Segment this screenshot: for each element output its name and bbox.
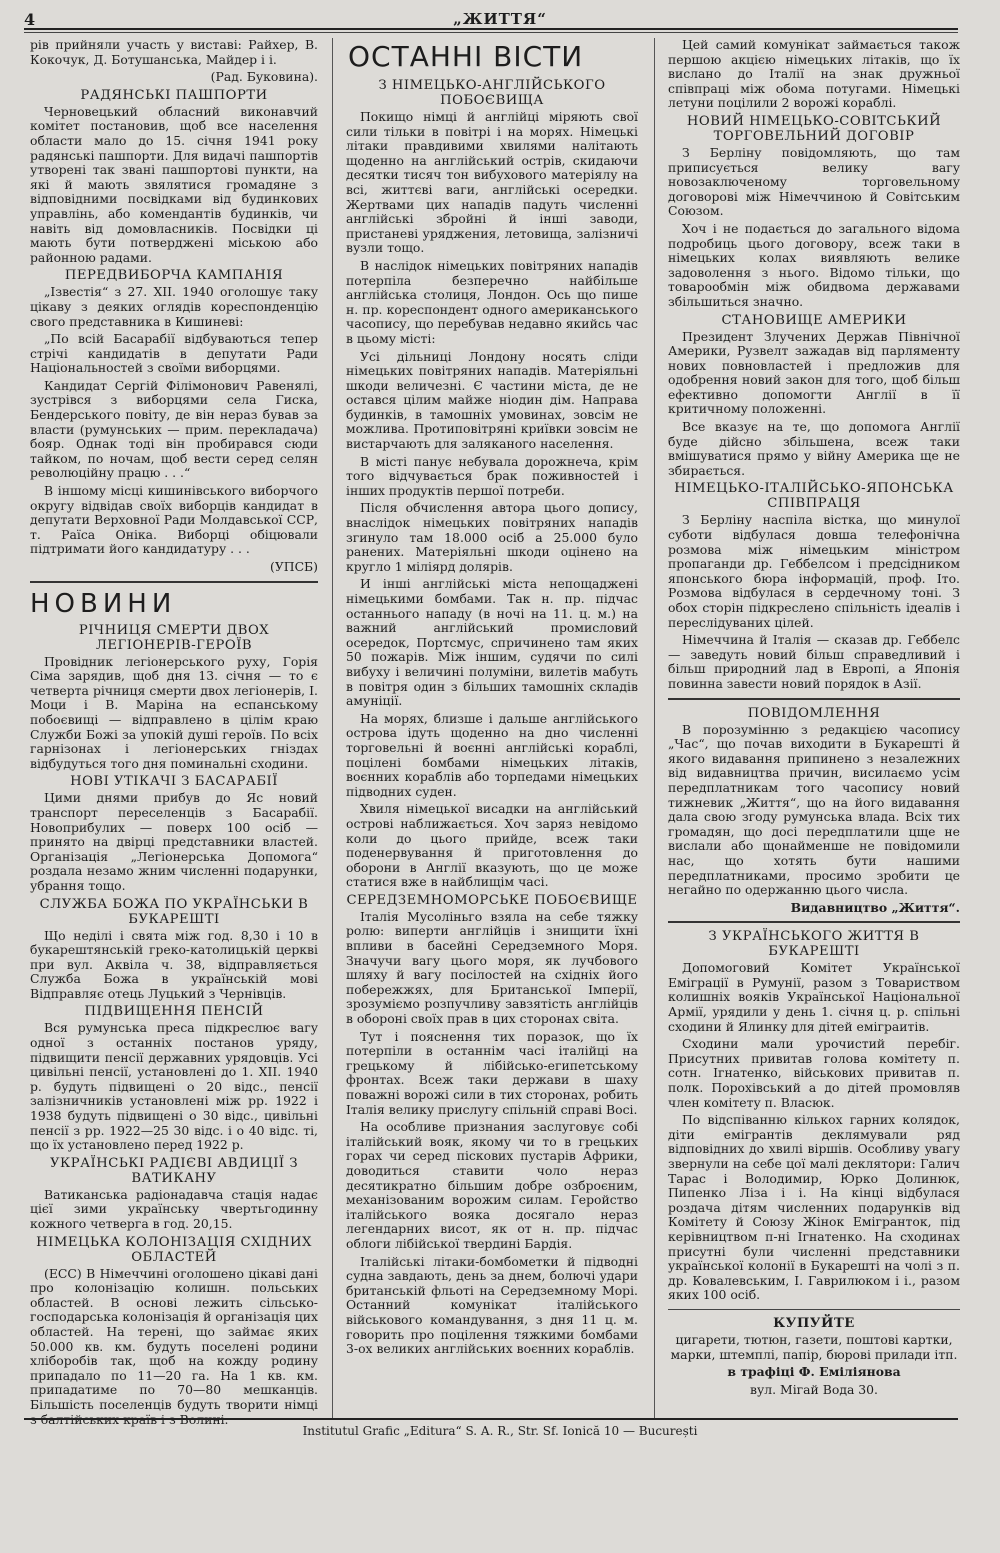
paragraph: Кандидат Сергій Філімонович Равенялі, зустрівся з виборцями села Гиска, Бендерського повіту, де він нераз бував за власти (румунських — прим. перекладача) бояр. Однак тоді він пробирався сюди тайком, по ночам, щоб вести серед селян революційну працю . . .“ xyxy=(30,377,318,481)
paragraph: Що неділі і свята між год. 8,30 і 10 в букарештянській греко-католицькій церкві при вул. Аквіла ч. 38, відправляється Служба Божа в українській мові Відправляє отець Луцький з Чернівців. xyxy=(30,927,318,1001)
paragraph: Після обчислення автора цього допису, внаслідок німецьких повітряних нападів згинуло там 18.000 осіб а 25.000 було ранених. Матеріяльні шкоди оцінено на кругло 1 міліярд долярів. xyxy=(346,500,638,574)
ad-shop: в трафіці Ф. Еміліянова xyxy=(727,1364,901,1380)
paragraph: Хоч і не подається до загального відома подробиць цього договору, всеж таки в німецьких колах виявляють велике задоволення з нього. Відомо тільки, що товарообмін між обидвома державами збільшиться значно. xyxy=(668,220,960,309)
column-divider xyxy=(332,38,333,1418)
section-rule xyxy=(30,581,318,583)
column-1 xyxy=(30,37,318,1427)
column-3 xyxy=(668,38,960,1416)
paragraph: Провідник легіонерського руху, Горія Сіма зарядив, щоб дня 13. січня — то є четверта річниця смерти двох легіонерів, І. Моци і В. Маріна на еспанському побоєвищі — відправлено в цілім краю Служби Божі за упокій душі героїв. По всіх гарнізонах і легіонерських гніздах відбудуться того дня поминальні сходини. xyxy=(30,653,318,771)
headline-refugees: НОВІ УТІКАЧІ З БАСАРАБІЇ xyxy=(70,774,278,790)
newspaper-title: „ЖИТТЯ“ xyxy=(453,10,547,28)
headline-america: СТАНОВИЩЕ АМЕРИКИ xyxy=(721,312,907,328)
ad-line: цигарети, тютюн, газети, поштові картки, марки, штемплі, папір, бюрові прилади ітп. xyxy=(670,1331,958,1362)
headline-anniversary: РІЧНИЦЯ СМЕРТИ ДВОХ ЛЕГІОНЕРІВ-ГЕРОЇВ xyxy=(78,622,270,653)
paragraph: И інші англійські міста непощаджені німецькими бомбами. Так н. пр. підчас останнього нападу (в ночі на 11. ц. м.) на важний англійський промисловий осередок, Портсмус, спричинено там яких 50 пожарів. Між іншим, судячи по силі вибуху і величині полуміни, вилетів мабуть в повітря один з більших тамошніх складів амуніції. xyxy=(346,576,638,709)
paragraph: (ЕСС) В Німеччині оголошено цікаві дані про колонізацію колишн. польських областей. В основі лежить сільсько-господарська колонізація й організація цих областей. На терені, що займає яких 50.000 кв. км. будуть поселені родини хліборобів так, щоб на кожду родину припадало по 11—20 га. На 1 кв. км. припадатиме по 70—80 мешканців. Більшість поселенців будуть творити німці з балтійських країв і з Волині. xyxy=(30,1265,318,1427)
paragraph: В порозумінню з редакцією часопису „Час“, що почав виходити в Букарешті й якого видавання припинено з незалежних від видавництва причин, висилаємо усім передплатникам того часопису новий тижневик „Життя“, що на його видавання дала свою згоду румунська влада. Всіх тих громадян, що досі передплатили цще не вислали або щонайменше не повідомили нас, що хотять бути нашими передплатниками, просимо зробити це негайно по одержанню цього числа. xyxy=(668,721,960,898)
paragraph: Все вказує на те, що допомога Англії буде дійсно збільшена, всеж таки вмішуватися прямо у війну Америка ще не збирається. xyxy=(668,419,960,478)
headline-ukrainian-life: З УКРАЇНСЬКОГО ЖИТТЯ В БУКАРЕШТІ xyxy=(708,929,920,960)
section-rule xyxy=(668,1309,960,1310)
printer-imprint: Institutul Grafic „Editura“ S. A. R., Str. Sf. Ionică 10 — București xyxy=(302,1424,698,1438)
section-rule xyxy=(668,698,960,700)
article-source: (УПСБ) xyxy=(269,559,318,574)
headline-colonization: НІМЕЦЬКА КОЛОНІЗАЦІЯ СХІДНИХ ОБЛАСТЕЙ xyxy=(36,1234,312,1265)
paragraph: В наслідок німецьких повітряних нападів потерпіла безперечно найбільше англійська столиця, Лондон. Ось що пише н. пр. кореспондент одного американського часопису, що перебував недавно якийсь час в цьому місті: xyxy=(346,257,638,346)
ad-address: вул. Мігай Вода 30. xyxy=(750,1381,878,1397)
headline-mediterranean: СЕРЕДЗЕМНОМОРСЬКЕ ПОБОЄВИЩЕ xyxy=(346,892,638,908)
paragraph: „Ізвестія“ з 27. XII. 1940 оголошує таку цікаву з деяких оглядів кореспонденцію свого представника в Кишиневі: xyxy=(30,284,318,329)
paragraph: З Берліну наспіла вістка, що минулої суботи відбулася довша телефонічна розмова між німецьким міністром пропаганди др. Геббелсом і предсідником японського бюра інформацій, проф. Іто. Розмова відбулася в сердечному тоні. З обох сторін підкреслено спільність ідеалів і переслідуваних цілей. xyxy=(668,512,960,630)
paragraph: По відспіванню кількох гарних колядок, діти емігрантів деклямували ряд відповідних до хвилі віршів. Особливу увагу звернули на себе цої малі деклятори: Галич Тарас і Володимир, Юрко Долинюк, Пипенко Ліза і і. На кінці відбулася роздача дітям численних подарунків від Комітету й Союзу Жінок Емігранток, під керівництвом п-ні Ігнатенко. На сходинах присутні були численні представники української колонії в Букарешті на чолі з п. др. Ковалевським, І. Гаврилюком і і., разом яких 100 осіб. xyxy=(668,1112,960,1303)
headline-campaign: ПЕРЕДВИБОРЧА КАМПАНІЯ xyxy=(64,268,284,284)
footer-rule xyxy=(24,1418,958,1420)
paragraph: На особливе признания заслуговує собі італійський вояк, якому чи то в грецьких горах чи серед піскових пустарів Африки, доводиться ставити чоло нераз десятикратно більшим добре озброєним, механізованим ворожим силам. Геройство італійського вояка досягало нераз легендарних висот, як от н. пр. підчас облоги лібійської твердині Бардія. xyxy=(346,1119,638,1251)
paragraph: Німеччина й Італія — сказав др. Геббелс — заведуть новий більш справедливий і більш природний лад в Европі, а Японія повинна завести новий порядок в Азії. xyxy=(668,632,960,691)
paragraph: Хвиля німецької висадки на англійський острові наближається. Хоч заряз невідомо коли до цього прийде, всеж таки поденервування й приготовлення до оборони в Англії вказують, що це може статися вже в найблищім часі. xyxy=(346,801,638,890)
headline-pensions: ПІДВИЩЕННЯ ПЕНСІЙ xyxy=(84,1004,264,1020)
intro-source: (Рад. Буковина). xyxy=(210,69,318,85)
headline-passports: РАДЯНСЬКІ ПАШПОРТИ xyxy=(80,87,268,103)
advertisement xyxy=(668,1316,960,1397)
paragraph: Допомоговий Комітет Української Еміграції в Румунії, разом з Товариством колишніх вояків Української Національної Армії, урядили у день 1. січня ц. р. спільні сходини й Ялинку для дітей еміграитів. xyxy=(668,960,960,1034)
ad-title: КУПУЙТЕ xyxy=(773,1315,855,1331)
paragraph: Цей самий комунікат займається також першою акцією німецьких літаків, що їх вислано до Італії на знак дружньої співпраці між обома потугами. Німецькі летуни поцілили 2 ворожі кораблі. xyxy=(668,37,960,111)
paragraph: Покищо німці й англійці міряють свої сили тільки в повітрі і на морях. Німецькі літаки правдивими хвилями налітають щоденно на англійський острів, скидаючи десятки тисяч тон вибухового матеріялу на всі, життєві ваги, англійські осередки. Жертвами цих нападів падуть численні англійські збройні й інші заводи, пристаневі уряджения, летовища, залізничі вузли тощо. xyxy=(346,109,638,256)
headline-battlefield: З НІМЕЦЬКО-АНГЛІЙСЬКОГО ПОБОЄВИЩА xyxy=(378,78,606,108)
headline-liturgy: СЛУЖБА БОЖА ПО УКРАЇНСЬКИ В БУКАРЕШТІ xyxy=(39,896,309,927)
paragraph: Усі дільниці Лондону носять сліди німецьких повітряних нападів. Матеріяльні шкоди величезні. Є частини міста, де не остався цілим майже ніодин дім. Направа будинків, в тамошніх умовинах, зовсім не можлива. Протиповітряні криївки зовсім не вистарчають для заляканого населення. xyxy=(346,348,638,452)
paragraph: Італія Мусоліньго взяла на себе тяжку ролю: виперти англійців і знищити їхні впливи в басейні Середземного Моря. Значучи вагу цього моря, як лучбового шляху й вагу посілостей на східніх його побережжях, для Британської Імперії, зрозуміємо розпучливу завзятість англійців в обороні своїх прав в цих сторонах світа. xyxy=(346,908,638,1027)
paragraph: „По всій Басарабії відбуваються тепер стрічі кандидатів в депутати Ради Національностей з своїми виборцями. xyxy=(30,331,318,376)
paragraph: Президент Злучених Держав Північної Америки, Рузвелт зажадав від парляменту нових повновластей і предложив для одобрення новий закон для того, щоб більш ефективно допомогти Англії в її критичному положенні. xyxy=(668,328,960,417)
intro-text: рів прийняли участь у виставі: Райхер, В. Кокочук, Д. Ботушанська, Майдер і і. xyxy=(30,37,318,67)
header-rule-thin xyxy=(24,32,958,33)
page-number: 4 xyxy=(24,10,36,29)
paragraph: Тут і пояснення тих поразок, що їх потерпіли в останнім часі італійці на грецькому й лібійсько-египетському фронтах. Всеж таки держави в шаху поважні ворожі сили в тих сторонах, робить Італія велику прислугу спільній справі Восі. xyxy=(346,1028,638,1117)
paragraph: На морях, близше і дальше англійського острова ідуть щоденно на дно численні торговельні й воєнні англійські кораблі, поцілені бомбами німецьких літаків, воєнних кораблів або торпедами німецьких підводних суден. xyxy=(346,710,638,799)
publisher-signature: Видавництво „Життя“. xyxy=(790,899,960,915)
paragraph: Сходини мали урочистий перебіг. Присутних привитав голова комітету п. сотн. Ігнатенко, військових привитав п. полк. Порохівський а до дітей промовляв член комітету п. Власюк. xyxy=(668,1036,960,1110)
header-rule xyxy=(24,28,958,30)
paragraph: Італійські літаки-бомбометки й підводні судна завдають, день за днем, болючі удари британській фльоті на Середземному Морі. Останний комунікат італійського військового командування, з дня 11 ц. м. говорить про поцілення тяжкими бомбами 3-ох великих англійських воєнних кораблів. xyxy=(346,1253,638,1357)
paragraph: Ватиканська радіонадавча стація надає цієї зими українську чвертьгодинну кожного четверга в год. 20,15. xyxy=(30,1186,318,1231)
headline-announcement: ПОВІДОМЛЕННЯ xyxy=(747,705,881,721)
latest-news-title: ОСТАННІ ВІСТИ xyxy=(348,40,584,73)
news-section-title: НОВИНИ xyxy=(30,588,177,619)
section-rule xyxy=(668,921,960,923)
paragraph: В місті панує небувала дорожнеча, крім того відчувається брак поживностей і інших продуктів першої потреби. xyxy=(346,453,638,498)
headline-trade-agreement: НОВИЙ НІМЕЦЬКО-СОВІТСЬКИЙ ТОРГОВЕЛЬНИЙ ДОГОВІР xyxy=(686,113,942,144)
paragraph: З Берліну повідомляють, що там приписується велику вагу новозаключеному торговельному договорові між Німеччиною й Совітським Союзом. xyxy=(668,144,960,219)
headline-radio: УКРАЇНСЬКІ РАДІЄВІ АВДИЦІЇ З ВАТИКАНУ xyxy=(49,1155,299,1186)
paragraph: Вся румунська преса підкреслює вагу одної з останніх постанов уряду, підвищити пенсії державних урядовців. Усі цивільні пенсії, установлені до 1. XII. 1940 р. будуть підвищені о 20 відс., пенсії залізничників установлені між рр. 1922 і 1938 будуть підвищені о 30 відс., цивільні пенсії з рр. 1922—25 30 відс. і о 40 відс. ті, що їх установлено перед 1922 р. xyxy=(30,1020,318,1153)
paragraph: Цими днями прибув до Яс новий транспорт переселенців з Басарабії. Новоприбулих — поверх 100 осіб — принято на двірці представники властей. Організація „Легіонерська Допомога“ роздала незамо жним численні подарунки, убрання тощо. xyxy=(30,790,318,893)
headline-cooperation: НІМЕЦЬКО-ІТАЛІЙСЬКО-ЯПОНСЬКА СПІВПРАЦЯ xyxy=(674,481,954,512)
paragraph: В іншому місці кишинівського виборчого округу відвідав своїх виборців кандидат в депутати Верховної Ради Молдавської ССР, т. Раїса Оніка. Виборці обіцювали підтримати його кандидатуру . . . xyxy=(30,483,318,557)
column-divider xyxy=(654,38,655,1418)
column-2 xyxy=(346,38,638,1416)
article-passports: Черновецький обласний виконавчий комітет постановив, щоб все населення области мало до 15. січня 1941 року радянські пашпорти. Для видачі пашпортів утворені так звані пашпортові пункти, на які й мають звялятися громадяне з відповідними посвідками від будинкових управлінь, або комендантів будинків, чи навіть від домовласників. Посвідки ці мають бути потверджені міською або районною радами. xyxy=(30,103,318,265)
